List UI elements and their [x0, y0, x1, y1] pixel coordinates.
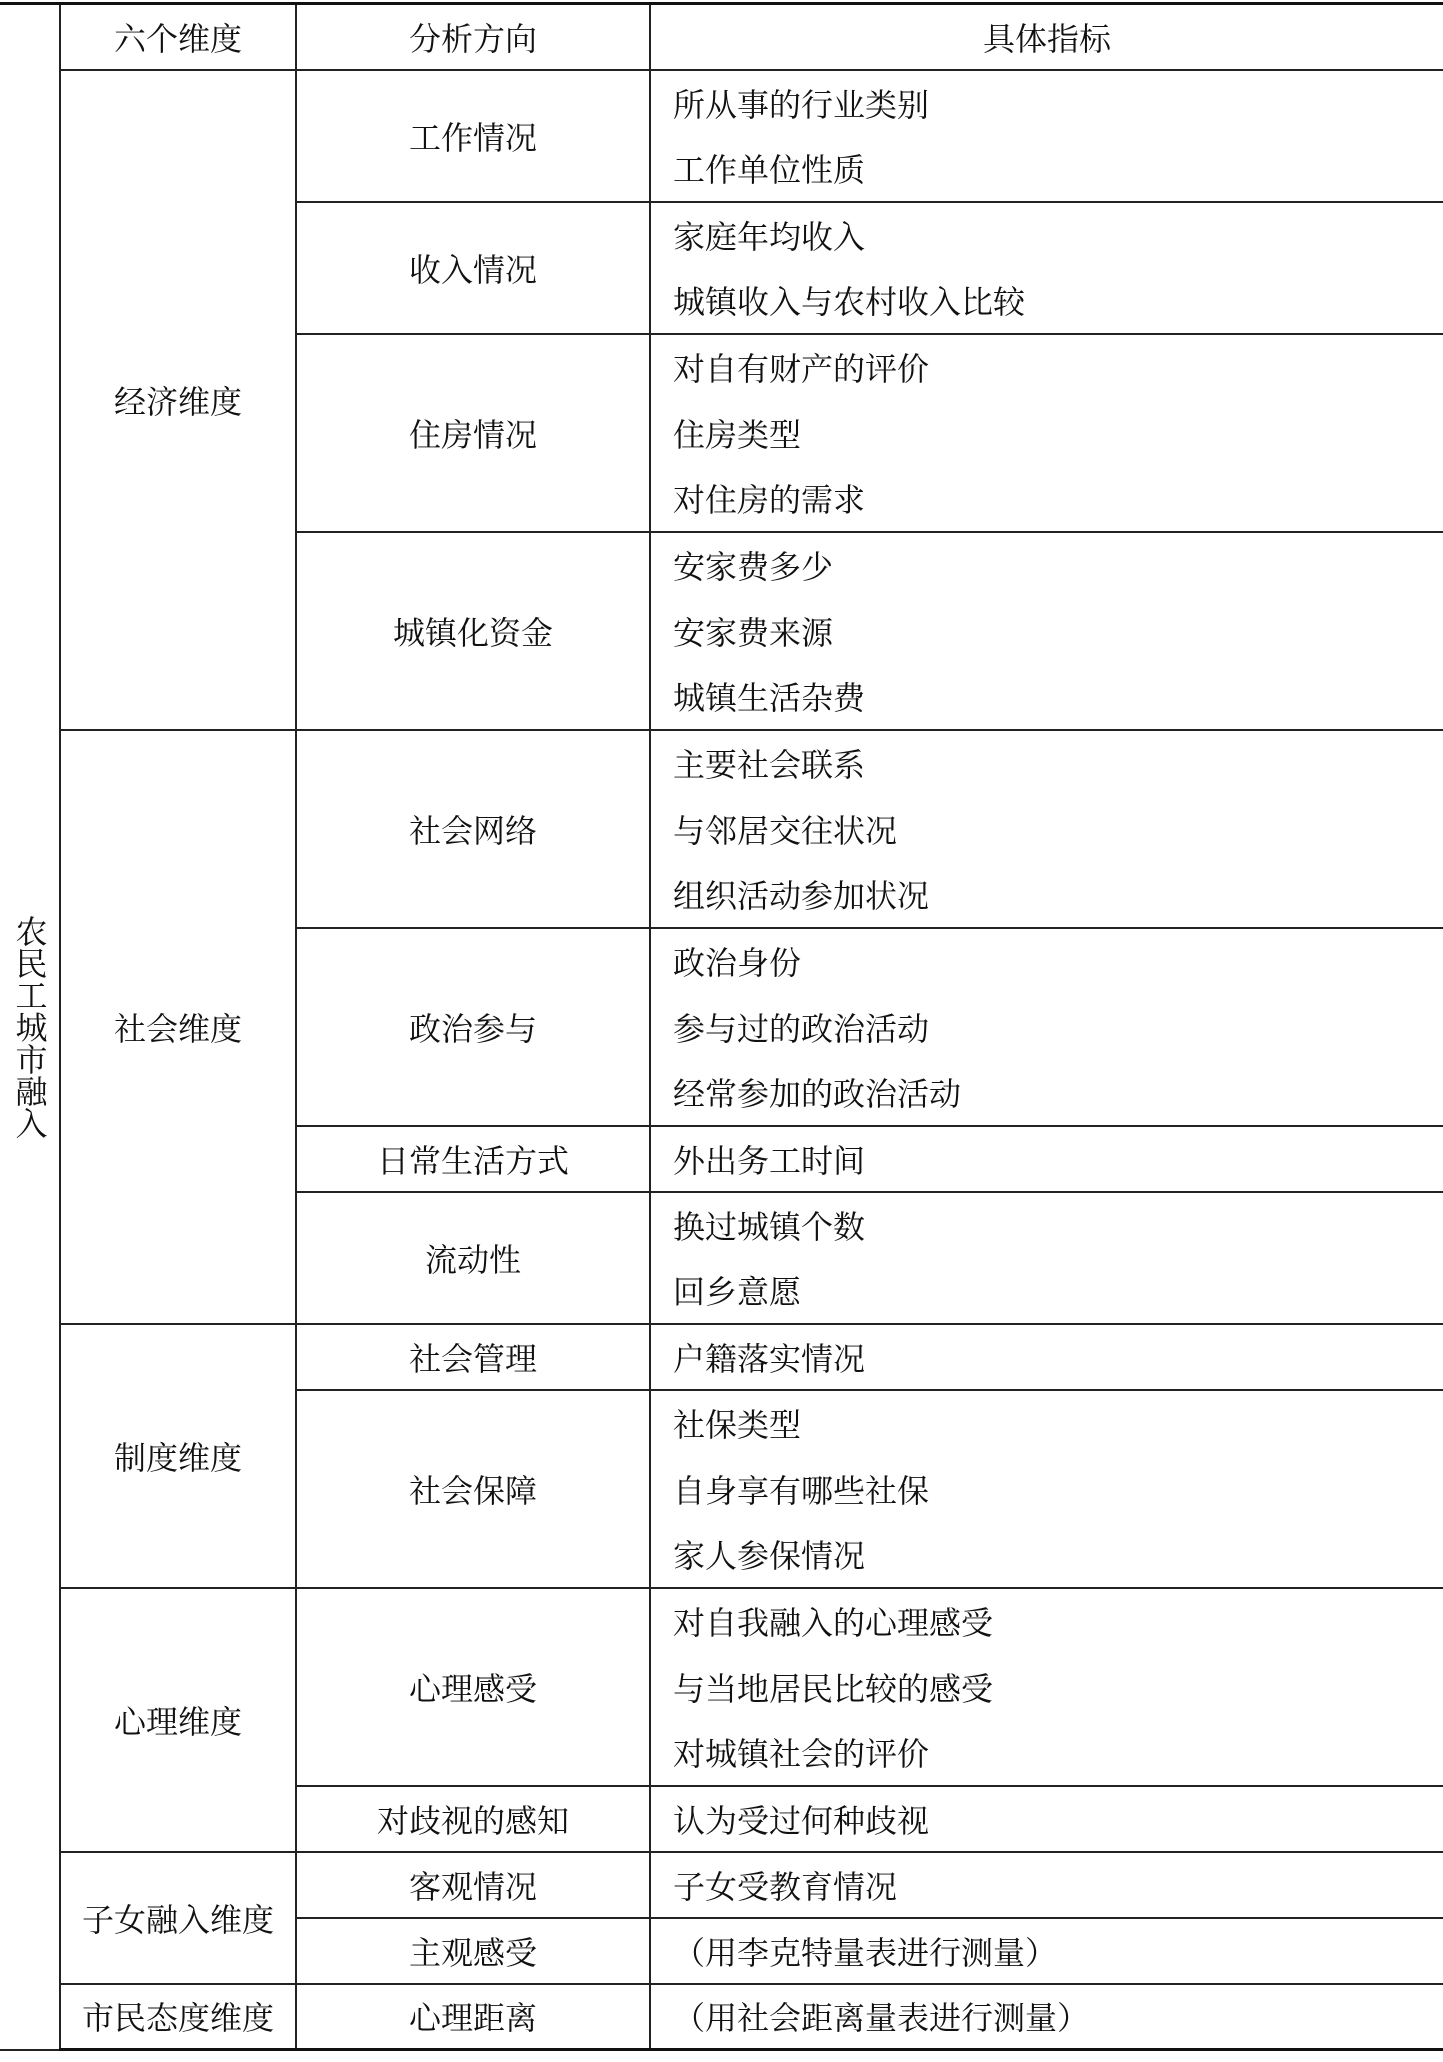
indicator-cell: 对住房的需求: [650, 466, 1443, 532]
indicator-cell: 与当地居民比较的感受: [650, 1654, 1443, 1720]
root-label: 农民工城市融入: [10, 914, 49, 1139]
dimension-social: 社会维度: [60, 730, 296, 1324]
direction-work: 工作情况: [296, 70, 650, 202]
table-row: [0, 1324, 1443, 1390]
direction-income: 收入情况: [296, 202, 650, 334]
direction-politics: 政治参与: [296, 928, 650, 1126]
dimension-children: 子女融入维度: [60, 1852, 296, 1984]
direction-management: 社会管理: [296, 1324, 650, 1390]
indicator-cell: 工作单位性质: [650, 136, 1443, 202]
integration-indicator-table: [0, 2, 1443, 2051]
indicator-cell: 回乡意愿: [650, 1258, 1443, 1324]
direction-lifestyle: 日常生活方式: [296, 1126, 650, 1192]
direction-discrimination: 对歧视的感知: [296, 1786, 650, 1852]
table-row: [0, 1984, 1443, 2050]
direction-housing: 住房情况: [296, 334, 650, 532]
indicator-cell: 子女受教育情况: [650, 1852, 1443, 1918]
indicator-cell: 住房类型: [650, 400, 1443, 466]
indicator-cell: 经常参加的政治活动: [650, 1060, 1443, 1126]
dimension-psychological: 心理维度: [60, 1588, 296, 1852]
direction-feeling: 心理感受: [296, 1588, 650, 1786]
indicator-cell: 自身享有哪些社保: [650, 1456, 1443, 1522]
indicator-cell: 外出务工时间: [650, 1126, 1443, 1192]
table-row: [0, 70, 1443, 136]
table-row: [0, 1588, 1443, 1654]
indicator-cell: 参与过的政治活动: [650, 994, 1443, 1060]
indicator-cell: 组织活动参加状况: [650, 862, 1443, 928]
indicator-cell: 对自有财产的评价: [650, 334, 1443, 400]
indicator-cell: （用李克特量表进行测量）: [650, 1918, 1443, 1984]
indicator-cell: 户籍落实情况: [650, 1324, 1443, 1390]
root-cell: [0, 4, 60, 2050]
indicator-cell: 安家费多少: [650, 532, 1443, 598]
indicator-cell: （用社会距离量表进行测量）: [650, 1984, 1443, 2050]
indicator-cell: 家庭年均收入: [650, 202, 1443, 268]
indicator-cell: 与邻居交往状况: [650, 796, 1443, 862]
dimension-institutional: 制度维度: [60, 1324, 296, 1588]
indicator-cell: 政治身份: [650, 928, 1443, 994]
direction-mobility: 流动性: [296, 1192, 650, 1324]
indicator-cell: 换过城镇个数: [650, 1192, 1443, 1258]
indicator-cell: 安家费来源: [650, 598, 1443, 664]
dimension-economic: 经济维度: [60, 70, 296, 730]
header-row: [0, 4, 1443, 70]
direction-distance: 心理距离: [296, 1984, 650, 2050]
direction-funds: 城镇化资金: [296, 532, 650, 730]
indicator-cell: 社保类型: [650, 1390, 1443, 1456]
indicator-cell: 认为受过何种歧视: [650, 1786, 1443, 1852]
indicator-cell: 所从事的行业类别: [650, 70, 1443, 136]
direction-network: 社会网络: [296, 730, 650, 928]
table-row: [0, 1852, 1443, 1918]
header-direction: 分析方向: [296, 4, 650, 70]
indicator-cell: 家人参保情况: [650, 1522, 1443, 1588]
indicator-cell: 主要社会联系: [650, 730, 1443, 796]
indicator-cell: 城镇生活杂费: [650, 664, 1443, 730]
header-dimension: 六个维度: [60, 4, 296, 70]
header-indicator: 具体指标: [650, 4, 1443, 70]
direction-security: 社会保障: [296, 1390, 650, 1588]
direction-subjective: 主观感受: [296, 1918, 650, 1984]
indicator-cell: 对自我融入的心理感受: [650, 1588, 1443, 1654]
table-row: [0, 730, 1443, 796]
dimension-citizen: 市民态度维度: [60, 1984, 296, 2050]
indicator-cell: 城镇收入与农村收入比较: [650, 268, 1443, 334]
indicator-cell: 对城镇社会的评价: [650, 1720, 1443, 1786]
direction-objective: 客观情况: [296, 1852, 650, 1918]
